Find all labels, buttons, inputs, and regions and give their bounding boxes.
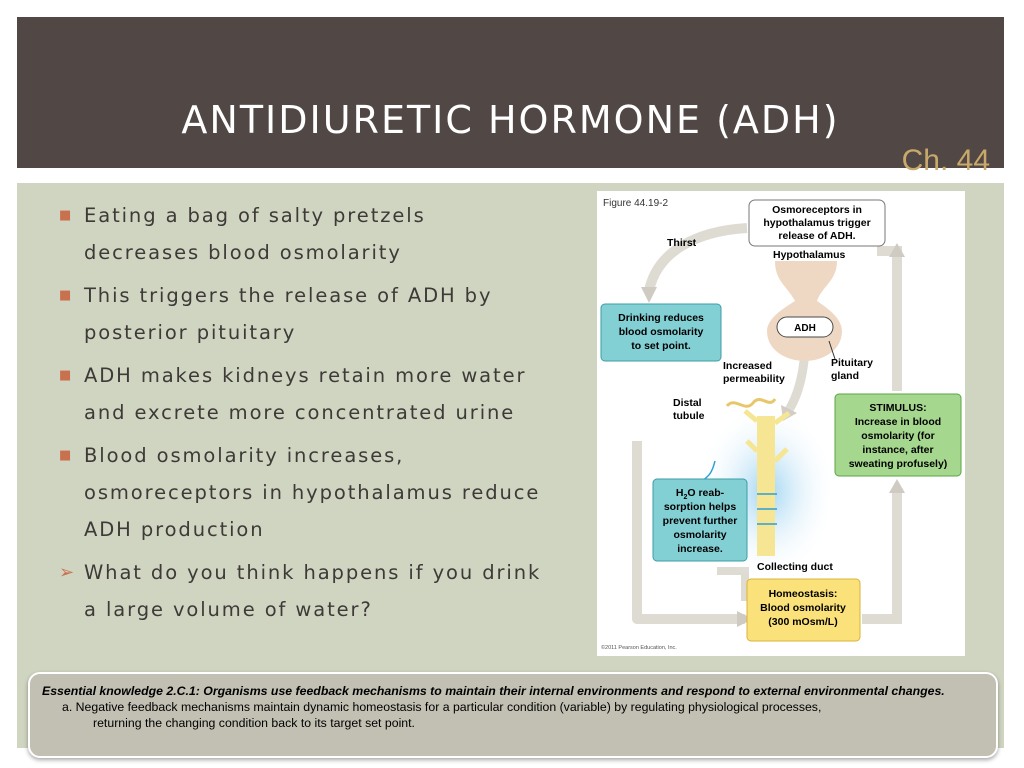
essential-knowledge-box	[28, 672, 998, 758]
essential-knowledge-item: a. Negative feedback mechanisms maintain dynamic homeostasis for a particular condition (variable) by regulating physiological processes,	[62, 700, 822, 714]
distal-line: Distal	[673, 397, 702, 409]
bullet-item	[59, 437, 549, 548]
increased-line: Increased	[723, 360, 773, 372]
bullet-item	[59, 357, 549, 431]
collecting-duct-label: Collecting duct	[757, 561, 833, 573]
bullet-item	[59, 197, 549, 271]
distal-line: tubule	[673, 410, 705, 422]
square-bullet-icon: ■	[59, 208, 74, 223]
bullet-text: Blood osmolarity increases, osmoreceptors in hypothalamus reduce ADH production	[84, 444, 541, 541]
bullet-item	[59, 554, 549, 628]
slide-title: ANTIDIURETIC HORMONE (ADH)	[181, 98, 840, 142]
bullet-text: ADH makes kidneys retain more water and excrete more concentrated urine	[84, 364, 527, 424]
h2o-line: osmolarity	[673, 529, 727, 541]
stimulus-line: STIMULUS:	[869, 402, 927, 414]
square-bullet-icon: ■	[59, 448, 74, 463]
essential-knowledge-heading: Essential knowledge 2.C.1: Organisms use feedback mechanisms to maintain their internal environments and respond to external environmental changes.	[42, 684, 945, 698]
bullet-item	[59, 277, 549, 351]
stimulus-line: osmolarity (for	[861, 430, 935, 442]
collecting-duct	[757, 416, 775, 556]
homeostasis-line: Homeostasis:	[768, 588, 838, 600]
osmoreceptors-line: release of ADH.	[778, 230, 856, 242]
adh-label: ADH	[794, 323, 816, 334]
drinking-line: blood osmolarity	[618, 326, 704, 338]
hypothalamus-label: Hypothalamus	[773, 249, 846, 261]
pituitary-line: gland	[831, 370, 859, 382]
arrow-bullet-icon: ➢	[59, 562, 76, 583]
stimulus-line: sweating profusely)	[848, 458, 948, 470]
bullet-text: This triggers the release of ADH by posterior pituitary	[84, 284, 493, 344]
essential-knowledge-item-cont: returning the changing condition back to its target set point.	[93, 716, 415, 730]
h2o-first-line: $H_2O$ reab-	[675, 487, 725, 501]
figure-label: Figure 44.19-2	[603, 198, 669, 209]
h2o-line: prevent further	[662, 515, 738, 527]
h2o-line: sorption helps	[663, 501, 737, 513]
arrowhead	[889, 479, 905, 493]
bullet-text: What do you think happens if you drink a large volume of water?	[84, 561, 542, 621]
loop-arrow-right	[862, 491, 897, 619]
copyright: ©2011 Pearson Education, Inc.	[601, 645, 677, 651]
stimulus-line: instance, after	[862, 444, 934, 456]
pituitary-line: Pituitary	[831, 357, 874, 369]
osmoreceptors-line: Osmoreceptors in	[772, 204, 862, 216]
chapter-label: Ch. 44	[901, 144, 990, 177]
increased-line: permeability	[723, 373, 785, 385]
osmoreceptors-line: hypothalamus trigger	[763, 217, 871, 229]
square-bullet-icon: ■	[59, 368, 74, 383]
stimulus-line: Increase in blood	[854, 416, 942, 428]
square-bullet-icon: ■	[59, 288, 74, 303]
thirst-label: Thirst	[667, 237, 697, 249]
thirst-arrow	[649, 228, 747, 291]
bullet-list	[59, 197, 549, 634]
loop-arrow-top-right	[877, 251, 897, 391]
bullet-text: Eating a bag of salty pretzels decreases blood osmolarity	[84, 204, 426, 264]
adh-feedback-figure	[597, 191, 965, 656]
homeostasis-line: Blood osmolarity	[760, 602, 846, 614]
homeostasis-line: (300 mOsm/L)	[768, 616, 838, 628]
h2o-arrow	[717, 571, 745, 601]
drinking-line: to set point.	[631, 340, 691, 352]
title-bar	[17, 17, 1004, 177]
drinking-line: Drinking reduces	[618, 312, 704, 324]
arrowhead	[641, 287, 657, 303]
h2o-line: increase.	[677, 543, 723, 555]
